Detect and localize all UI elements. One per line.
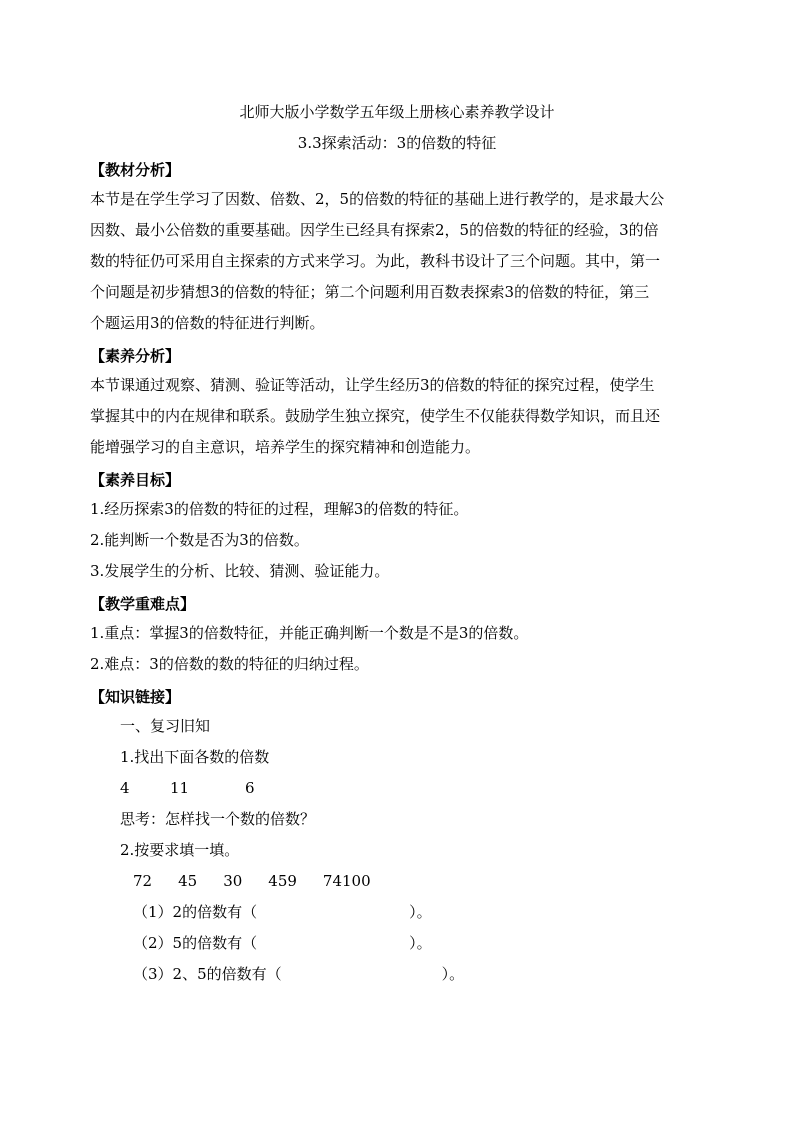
number: 459: [268, 872, 297, 890]
number: 30: [223, 872, 243, 890]
paragraph-line: 个题运用3的倍数的特征进行判断。: [90, 314, 325, 332]
paragraph-line: 本节是在学生学习了因数、倍数、2，5的倍数的特征的基础上进行教学的，是求最大公: [90, 190, 665, 208]
number: 6: [245, 779, 255, 797]
fill-prefix: （3）2、5的倍数有（: [133, 965, 282, 983]
paragraph-line: 个问题是初步猜想3的倍数的特征；第二个问题利用百数表探索3的倍数的特征，第三: [90, 283, 650, 301]
paragraph-line: 能增强学习的自主意识，培养学生的探究精神和创造能力。: [90, 438, 481, 456]
fill-suffix: ）。: [409, 934, 432, 952]
question-2: 2.按要求填一填。: [120, 841, 240, 859]
literacy-analysis-heading: 【素养分析】: [90, 347, 181, 365]
think-prompt: 思考：怎样找一个数的倍数？: [120, 810, 316, 828]
fill-suffix: ）。: [441, 965, 465, 983]
list-item: 1.重点：掌握3的倍数特征，并能正确判断一个数是不是3的倍数。: [90, 624, 529, 642]
fill-blank-1: [90, 897, 704, 928]
number: 72: [133, 872, 153, 890]
key-points-list: [90, 618, 704, 680]
number: 11: [170, 779, 190, 797]
list-item: 1.经历探索3的倍数的特征的过程，理解3的倍数的特征。: [90, 500, 469, 518]
list-item: 2.能判断一个数是否为3的倍数。: [90, 531, 309, 549]
paragraph-line: 掌握其中的内在规律和联系。鼓励学生独立探究，使学生不仅能获得数学知识，而且还: [90, 407, 661, 425]
number: 74100: [322, 872, 371, 890]
review-heading: 一、复习旧知: [120, 717, 211, 735]
question-1-numbers: [90, 773, 704, 804]
list-item: 3.发展学生的分析、比较、猜测、验证能力。: [90, 562, 390, 580]
fill-prefix: （1）2的倍数有（: [133, 903, 258, 921]
question-2-numbers: [90, 866, 704, 897]
paragraph-line: 因数、最小公倍数的重要基础。因学生已经具有探索2，5的倍数的特征的经验，3的倍: [90, 221, 659, 239]
fill-blank-3: [90, 959, 704, 990]
fill-suffix: ）。: [409, 903, 432, 921]
list-item: 2.难点：3的倍数的数的特征的归纳过程。: [90, 655, 369, 673]
document-title: 北师大版小学数学五年级上册核心素养教学设计: [239, 103, 555, 121]
textbook-analysis-heading: 【教材分析】: [90, 161, 181, 179]
literacy-goals-heading: 【素养目标】: [90, 471, 181, 489]
lesson-subtitle: 3.3探索活动：3的倍数的特征: [297, 134, 497, 152]
key-points-heading: 【教学重难点】: [90, 595, 196, 613]
literacy-goals-list: [90, 494, 704, 587]
literacy-analysis-body: [90, 370, 704, 463]
knowledge-links-body: [90, 711, 704, 990]
number: 45: [178, 872, 198, 890]
fill-blank-2: [90, 928, 704, 959]
question-1: 1.找出下面各数的倍数: [120, 748, 270, 766]
fill-prefix: （2）5的倍数有（: [133, 934, 258, 952]
paragraph-line: 数的特征仍可采用自主探索的方式来学习。为此，教科书设计了三个问题。其中，第一: [90, 252, 661, 270]
textbook-analysis-body: [90, 184, 704, 339]
number: 4: [120, 779, 130, 797]
paragraph-line: 本节课通过观察、猜测、验证等活动，让学生经历3的倍数的特征的探究过程，使学生: [90, 376, 655, 394]
knowledge-links-heading: 【知识链接】: [90, 688, 181, 706]
